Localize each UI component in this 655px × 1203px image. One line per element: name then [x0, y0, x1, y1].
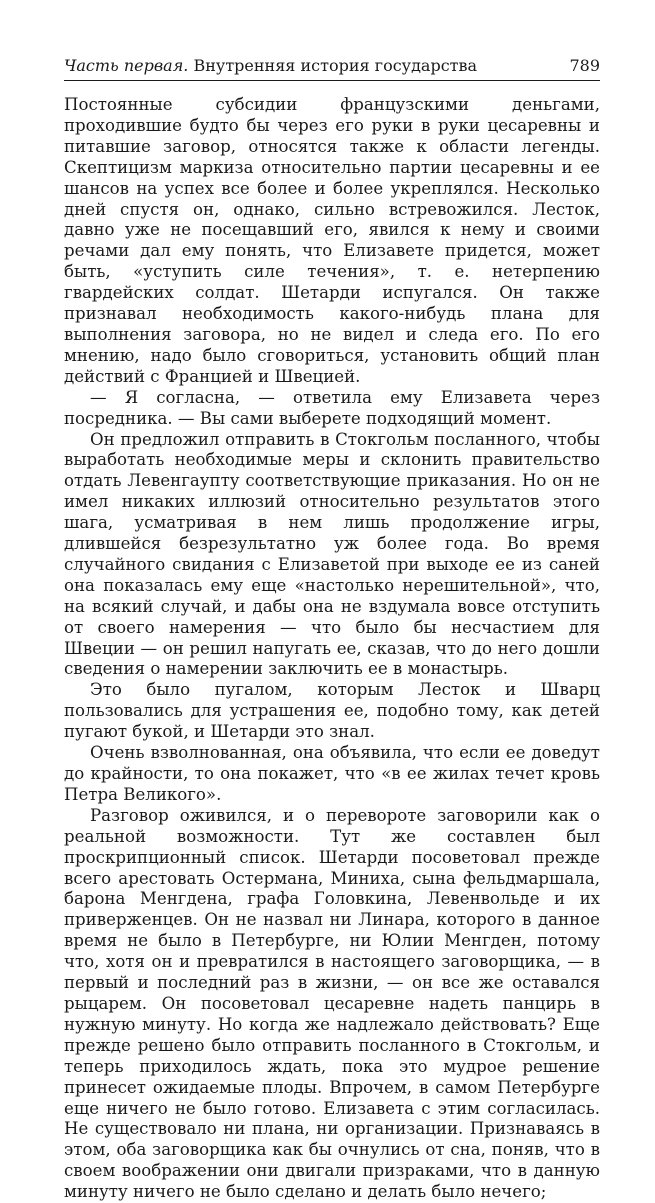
paragraph: Разговор оживился, и о перевороте заговорили как о реальной возможности. Тут же составлен был проскрипционный список. Шетарди посоветовал прежде всего арестовать Остермана, Миниха, сына фельдмаршала, барона Менгдена, графа Головкина, Левенвольде и их приверженцев. Он не назвал ни Линара, которого в данное время не было в Петербурге, ни Юлии Менгден, потому что, хотя он и превратился в настоящего заговорщика, — в первый и последний раз в жизни, — он все же оставался рыцарем. Он посоветовал цесаревне надеть панцирь в нужную минуту. Но когда же надлежало действовать? Еще прежде решено было отправить посланного в Стокгольм, и теперь приходилось ждать, пока это мудрое решение принесет ожидаемые плоды. Впрочем, в самом Петербурге еще ничего не было готово. Елизавета с этим согласилась. Не существовало ни плана, ни организации. Признаваясь в этом, оба заговорщика как бы очнулись от сна, поняв, что в своем воображении они двигали призраками, что в данную минуту ничего не было сделано и делать было нечего;	[64, 805, 600, 1202]
paragraph: Постоянные субсидии французскими деньгами, проходившие будто бы через его руки в руки цесаревны и питавшие заговор, относятся также к области легенды. Скептицизм маркиза относительно партии цесаревны и ее шансов на успех все более и более укреплялся. Несколько дней спустя он, однако, сильно встревожился. Лесток, давно уже не посещавший его, явился к нему и своими речами дал ему понять, что Елизавете придется, может быть, «уступить силе течения», т. е. нетерпению гвардейских солдат. Шетарди испугался. Он также признавал необходимость какого-нибудь плана для выполнения заговора, но не видел и следа его. По его мнению, надо было сговориться, установить общий план действий с Францией и Швецией.	[64, 95, 600, 386]
page-number: 789	[569, 56, 600, 75]
body-text	[64, 95, 600, 1203]
header-rule	[64, 80, 600, 81]
paragraph: — Я согласна, — ответила ему Елизавета через посредника. — Вы сами выберете подходящий момент.	[64, 387, 600, 428]
running-head-title	[64, 56, 477, 76]
running-header	[64, 54, 600, 80]
paragraph: Он предложил отправить в Стокгольм посланного, чтобы выработать необходимые меры и склонить правительство отдать Левенгаупту соответствующие приказания. Но он не имел никаких иллюзий относительно результатов этого шага, усматривая в нем лишь продолжение игры, длившейся безрезультатно уж более года. Во время случайного свидания с Елизаветой при выходе ее из саней она показалась ему еще «настолько нерешительной», что, на всякий случай, и дабы она не вздумала вовсе отступить от своего намерения — что было бы несчастием для Швеции — он решил напугать ее, сказав, что до него дошли сведения о намерении заключить ее в монастырь.	[64, 429, 600, 679]
part-label: Часть первая.	[64, 56, 189, 75]
section-title: Внутренняя история государства	[193, 56, 478, 75]
paragraph: Очень взволнованная, она объявила, что если ее доведут до крайности, то она покажет, что «в ее жилах течет кровь Петра Великого».	[64, 743, 600, 804]
paragraph: Это было пугалом, которым Лесток и Шварц пользовались для устрашения ее, подобно тому, как детей пугают букой, и Шетарди это знал.	[64, 680, 600, 742]
